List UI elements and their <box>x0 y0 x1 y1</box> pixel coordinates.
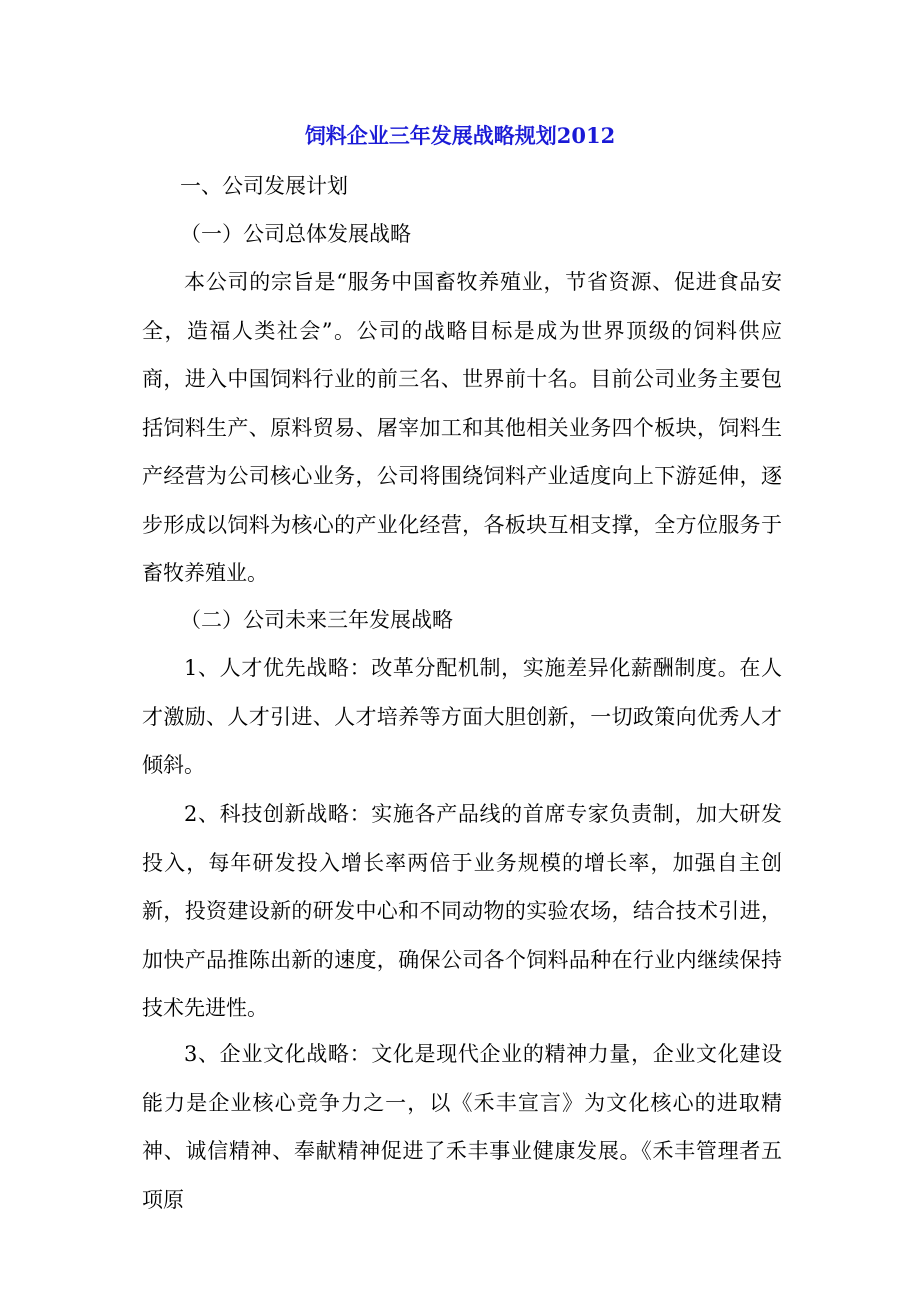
document-title: 饲料企业三年发展战略规划2012 <box>304 123 616 148</box>
paragraph-culture-strategy: 3、企业文化战略：文化是现代企业的精神力量，企业文化建设能力是企业核心竞争力之一，以《禾丰宣言》为文化核心的进取精神、诚信精神、奉献精神促进了禾丰事业健康发展。《禾丰管理者五项原 <box>142 1042 782 1212</box>
subsection-heading-overall-strategy: （一）公司总体发展战略 <box>180 222 411 246</box>
paragraph-mission: 本公司的宗旨是“服务中国畜牧养殖业，节省资源、促进食品安全，造福人类社会”。公司的战略目标是成为世界顶级的饲料供应商，进入中国饲料行业的前三名、世界前十名。目前公司业务主要包括饲料生产、原料贸易、屠宰加工和其他相关业务四个板块，饲料生产经营为公司核心业务，公司将围绕饲料产业适度向上下游延伸，逐步形成以饲料为核心的产业化经营，各板块互相支撑，全方位服务于畜牧养殖业。 <box>142 270 782 585</box>
paragraph-talent-strategy: 1、人才优先战略：改革分配机制，实施差异化薪酬制度。在人才激励、人才引进、人才培养等方面大胆创新，一切政策向优秀人才倾斜。 <box>142 656 782 777</box>
section-heading-company-plan: 一、公司发展计划 <box>180 174 348 198</box>
paragraph-tech-strategy: 2、科技创新战略：实施各产品线的首席专家负责制，加大研发投入，每年研发投入增长率两倍于业务规模的增长率，加强自主创新，投资建设新的研发中心和不同动物的实验农场，结合技术引进，加快产品推陈出新的速度，确保公司各个饲料品种在行业内继续保持技术先进性。 <box>142 802 782 1020</box>
subsection-heading-three-year-strategy: （二）公司未来三年发展战略 <box>180 608 453 632</box>
